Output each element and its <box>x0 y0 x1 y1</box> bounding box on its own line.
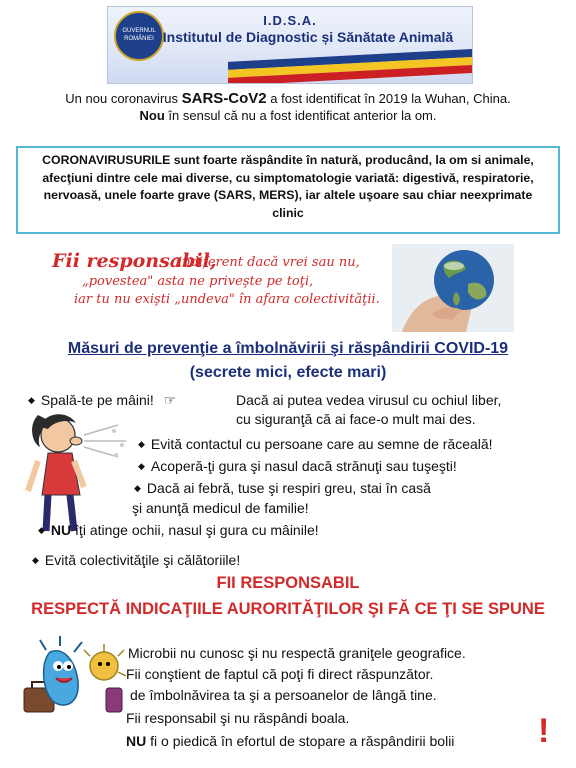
callout-line-1: FII RESPONSABIL <box>216 574 360 592</box>
intro-text-3: în sensul că nu a fost identificat anterior la om. <box>168 108 437 123</box>
closing-line-4: Fii responsabil şi nu răspândi boala. <box>126 710 350 726</box>
exclamation-mark: ! <box>538 712 550 750</box>
coronavirus-info-text: CORONAVIRUSURILE sunt foarte răspândite în natură, producând, la om si animale, afecţiuni dintre cele mai diverse, cu simptomatologie variată: digestivă, respiratorie, nervoasă, unele foarte grave (SARS, MERS), iar altele uşoare sau chiar neexprimate clinic <box>42 153 534 220</box>
closing-line-5-text: fi o piedică în efortul de stopare a răspândirii bolii <box>150 733 455 749</box>
measure-fever-text-1: Dacă ai febră, tuse şi respiri greu, stai în casă <box>146 480 431 496</box>
diamond-bullet-icon: ◆ <box>138 461 145 471</box>
closing-line-2: Fii conştient de faptul că poţi fi direct răspunzător. <box>126 666 434 682</box>
responsible-lead: Fii responsabil, <box>52 250 217 272</box>
flag-ribbon-icon <box>228 48 473 84</box>
virus-name: SARS-CoV2 <box>181 90 267 107</box>
callout-line-2: RESPECTĂ INDICAŢIILE AURORITĂŢILOR ŞI FĂ CE ŢI SE SPUNE <box>31 600 545 618</box>
diamond-bullet-icon: ◆ <box>32 555 39 565</box>
measure-avoid-groups <box>32 552 240 568</box>
measure-cover-text: Acoperă-ţi gura şi nasul dacă strănuţi sau tuşeşti! <box>150 458 457 474</box>
measure-wash-text: Spală-te pe mâini! <box>40 392 154 408</box>
responsible-line-2: „povestea" asta ne priveşte pe toţi, <box>82 274 314 289</box>
measures-title: Măsuri de prevenţie a îmbolnăvirii şi răspândirii COVID-19 <box>67 340 509 357</box>
intro-text-2: a fost identificat în 2019 la Wuhan, China. <box>270 91 511 106</box>
closing-line-5 <box>126 733 454 749</box>
diamond-bullet-icon: ◆ <box>134 483 141 493</box>
diamond-bullet-icon: ◆ <box>138 439 145 449</box>
emblem-text: GUVERNUL ROMÂNIEI <box>122 28 156 42</box>
globe-in-hand-icon <box>392 244 514 332</box>
measure-no-touch <box>38 522 319 538</box>
intro-line-2 <box>0 108 576 123</box>
measure-wash-detail-2: cu siguranţă că ai face-o mult mai des. <box>236 411 476 427</box>
institute-name: Institutul de Diagnostic și Sănătate Animală <box>162 29 454 45</box>
pointing-hand-icon: ☞ <box>163 392 177 408</box>
intro-bold: Nou <box>139 108 165 123</box>
traveling-germs-icon <box>20 632 130 722</box>
responsible-line-3: iar tu nu exişti „undeva" în afara colectivităţii. <box>74 292 380 307</box>
measure-cover <box>138 458 457 474</box>
coronavirus-info-box <box>16 146 560 234</box>
intro-text: Un nou coronavirus <box>65 91 179 106</box>
closing-line-1: Microbii nu cunosc şi nu respectă graniţele geografice. <box>128 645 466 661</box>
sneezing-person-icon <box>18 395 148 535</box>
header-banner <box>107 6 473 84</box>
measure-avoid-groups-text: Evită colectivităţile şi călătoriile! <box>44 552 241 568</box>
responsible-line-1: indiferent dacă vrei sau nu, <box>178 255 360 270</box>
measure-fever <box>134 480 431 496</box>
measures-subtitle: (secrete mici, efecte mari) <box>189 364 387 381</box>
measure-no-touch-text: îţi atinge ochii, nasul şi gura cu mâinile! <box>75 522 319 538</box>
diamond-bullet-icon: ◆ <box>28 395 35 405</box>
diamond-bullet-icon: ◆ <box>38 525 45 535</box>
measure-avoid-contact-text: Evită contactul cu persoane care au semne de răceală! <box>150 436 493 452</box>
measure-fever-2: şi anunţă medicul de familie! <box>132 500 309 516</box>
measure-avoid-contact <box>138 436 493 452</box>
closing-line-3: de îmbolnăvirea ta şi a persoanelor de lângă tine. <box>130 687 437 703</box>
measure-wash-detail-1: Dacă ai putea vedea virusul cu ochiul liber, <box>236 392 502 408</box>
intro-line-1 <box>0 90 576 107</box>
closing-bold: NU <box>126 733 147 749</box>
institute-acronym: I.D.S.A. <box>263 13 317 28</box>
measure-no-touch-bold: NU <box>50 522 72 538</box>
